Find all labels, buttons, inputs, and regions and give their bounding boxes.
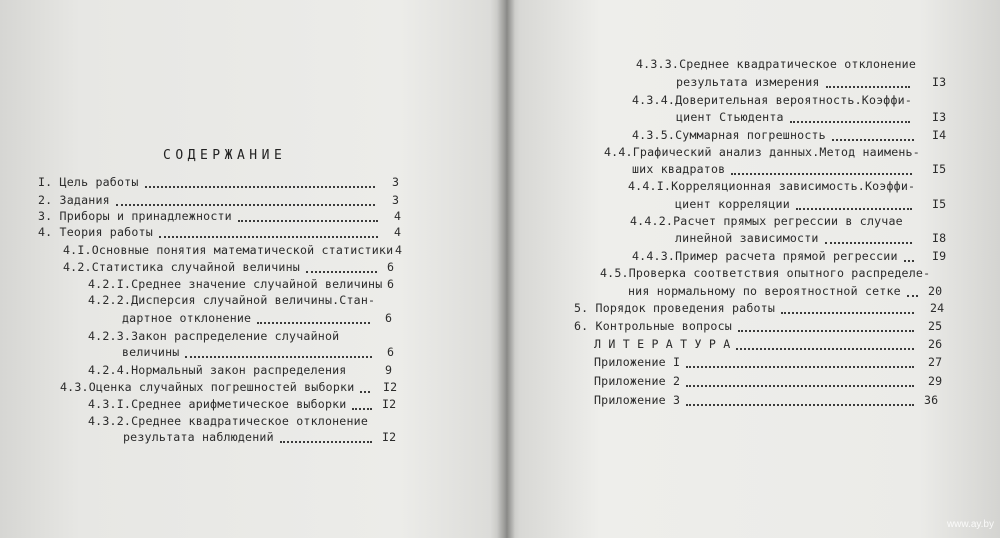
toc-dot-leader	[826, 84, 910, 88]
toc-entry-text: I. Цель работы	[38, 175, 139, 189]
book-gutter	[497, 0, 515, 538]
toc-dot-leader	[257, 320, 370, 324]
toc-dot-leader	[686, 402, 914, 406]
toc-entry-text: 4.4.I.Корреляционная зависимость.Коэффи-	[628, 179, 916, 193]
toc-entry	[632, 161, 947, 177]
toc-dot-leader	[790, 119, 910, 123]
toc-entry-text: ния нормальному по вероятностной сетке	[628, 284, 901, 298]
toc-entry-text: 4.I.Основные понятия математической статистики	[63, 243, 394, 257]
toc-entry-text: дартное отклонение	[122, 311, 252, 325]
toc-entry	[123, 429, 397, 445]
toc-entry	[628, 283, 943, 299]
toc-entry-text: 4.3.2.Среднее квадратическое отклонение	[88, 414, 369, 428]
toc-entry	[60, 379, 398, 395]
toc-entry	[632, 127, 947, 143]
toc-entry	[676, 109, 947, 125]
toc-entry	[636, 56, 916, 72]
toc-entry-text: 4.2.4.Нормальный закон распределения	[88, 363, 347, 377]
toc-dot-leader	[238, 218, 378, 222]
toc-entry	[594, 392, 939, 408]
toc-entry-text: 4. Теория работы	[38, 225, 153, 239]
toc-page-number: 24	[930, 301, 945, 315]
toc-entry-text: Приложение 3	[594, 393, 681, 407]
toc-entry-text: Л И Т Е Р А Т У Р А	[594, 337, 731, 351]
toc-page-number: 27	[928, 355, 943, 369]
toc-dot-leader	[731, 171, 912, 175]
toc-page-number: 9	[385, 363, 393, 377]
toc-entry-text: 4.3.5.Суммарная погрешность	[632, 128, 826, 142]
toc-entry	[88, 292, 375, 308]
toc-page-number: 26	[928, 337, 943, 351]
toc-dot-leader	[306, 269, 377, 273]
toc-entry	[38, 208, 402, 224]
toc-dot-leader	[686, 383, 914, 387]
right-page	[507, 0, 1000, 538]
toc-entry-text: 4.4.3.Пример расчета прямой регрессии	[632, 249, 898, 263]
toc-entry	[574, 318, 943, 334]
toc-entry	[675, 196, 947, 212]
toc-page-number: 4	[394, 225, 402, 239]
toc-entry-text: величины	[122, 345, 180, 359]
toc-page-number: I3	[932, 75, 947, 89]
toc-page-number: 3	[392, 193, 400, 207]
toc-entry	[38, 224, 402, 240]
toc-page-number: 36	[924, 393, 939, 407]
toc-entry-text: 4.3.I.Среднее арифметическое выборки	[88, 397, 347, 411]
toc-title: СОДЕРЖАНИЕ	[163, 148, 287, 163]
toc-page-number: I5	[932, 162, 947, 176]
toc-entry-text: 4.4.2.Расчет прямых регрессии в случае	[630, 214, 903, 228]
toc-entry-text: результата наблюдений	[123, 430, 274, 444]
toc-entry	[675, 230, 947, 246]
toc-entry	[628, 178, 915, 194]
watermark: www.ay.by	[946, 519, 994, 530]
toc-entry	[604, 144, 920, 160]
toc-entry	[63, 242, 403, 258]
toc-page-number: 4	[394, 209, 402, 223]
toc-page-number: I8	[932, 231, 947, 245]
toc-page-number: 6	[387, 260, 395, 274]
toc-entry-text: 6. Контрольные вопросы	[574, 319, 732, 333]
toc-entry	[88, 276, 395, 292]
toc-entry	[38, 192, 400, 208]
toc-page-number: I2	[383, 380, 398, 394]
toc-page-number: 25	[928, 319, 943, 333]
toc-dot-leader	[904, 258, 914, 262]
toc-entry	[88, 328, 339, 344]
toc-entry	[38, 174, 400, 190]
toc-entry-text: 4.4.Графический анализ данных.Метод наимень-	[604, 145, 920, 159]
toc-entry	[594, 336, 943, 352]
toc-page-number: 29	[928, 374, 943, 388]
toc-dot-leader	[352, 406, 372, 410]
toc-dot-leader	[738, 328, 914, 332]
toc-entry-text: 4.5.Проверка соответствия опытного распределе-	[600, 266, 931, 280]
toc-entry	[676, 74, 947, 90]
toc-entry	[594, 373, 943, 389]
toc-entry	[594, 354, 943, 370]
toc-entry-text: результата измерения	[676, 75, 820, 89]
toc-dot-leader	[736, 346, 914, 350]
toc-entry-text: 4.2.3.Закон распределение случайной	[88, 329, 340, 343]
toc-entry-text: циент Стьюдента	[676, 110, 784, 124]
toc-dot-leader	[159, 234, 378, 238]
toc-entry-text: 4.2.2.Дисперсия случайной величины.Стан-	[88, 293, 376, 307]
toc-page-number: I5	[932, 197, 947, 211]
toc-entry	[600, 265, 930, 281]
toc-dot-leader	[280, 439, 372, 443]
toc-dot-leader	[796, 206, 912, 210]
toc-dot-leader	[116, 202, 375, 206]
toc-page-number: I9	[932, 249, 947, 263]
toc-entry	[122, 344, 395, 360]
toc-page-number: I2	[382, 430, 397, 444]
toc-entry-text: циент корреляции	[675, 197, 790, 211]
toc-entry-text: 4.3.Оценка случайных погрешностей выборки	[60, 380, 355, 394]
toc-page-number: 6	[387, 345, 395, 359]
toc-page-number: 20	[928, 284, 943, 298]
toc-entry	[88, 413, 368, 429]
toc-entry	[88, 396, 397, 412]
toc-dot-leader	[686, 364, 914, 368]
toc-entry	[630, 213, 903, 229]
toc-entry-text: 5. Порядок проведения работы	[574, 301, 776, 315]
toc-entry-text: ших квадратов	[632, 162, 726, 176]
toc-dot-leader	[781, 310, 914, 314]
toc-entry-text: 4.2.I.Среднее значение случайной величины	[88, 277, 383, 291]
toc-entry-text: 4.3.3.Среднее квадратическое отклонение	[636, 57, 917, 71]
toc-entry	[632, 248, 947, 264]
toc-entry	[574, 300, 945, 316]
toc-dot-leader	[825, 240, 912, 244]
toc-dot-leader	[360, 389, 370, 393]
toc-entry-text: Приложение I	[594, 355, 681, 369]
toc-dot-leader	[185, 354, 372, 358]
toc-page-number: 3	[392, 175, 400, 189]
toc-entry-text: 4.3.4.Доверительная вероятность.Коэффи-	[632, 93, 913, 107]
toc-page-number: I3	[932, 110, 947, 124]
toc-entry	[122, 310, 393, 326]
toc-entry-text: линейной зависимости	[675, 231, 819, 245]
toc-page-number: 6	[385, 311, 393, 325]
toc-page-number: 4	[395, 243, 403, 257]
toc-entry-text: 4.2.Статистика случайной величины	[63, 260, 300, 274]
toc-dot-leader	[145, 184, 375, 188]
toc-page-number: 6	[387, 277, 395, 291]
toc-entry	[88, 362, 393, 378]
toc-dot-leader	[907, 293, 918, 297]
toc-entry-text: 3. Приборы и принадлежности	[38, 209, 232, 223]
toc-entry-text: Приложение 2	[594, 374, 681, 388]
toc-dot-leader	[832, 137, 914, 141]
toc-page-number: I4	[932, 128, 947, 142]
toc-entry	[632, 92, 912, 108]
toc-page-number: I2	[382, 397, 397, 411]
toc-entry-text: 2. Задания	[38, 193, 110, 207]
toc-entry	[63, 259, 395, 275]
